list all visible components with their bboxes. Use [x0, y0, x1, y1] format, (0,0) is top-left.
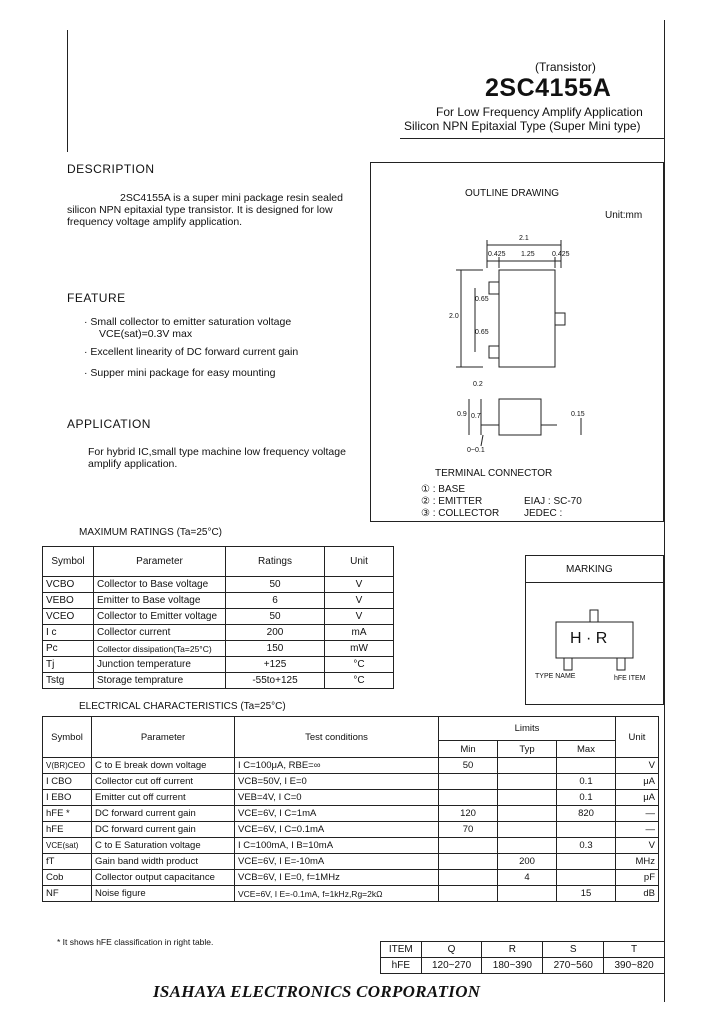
- outline-drawing-box: [370, 162, 664, 522]
- marking-hfe-item-label: hFE ITEM: [614, 675, 646, 682]
- outline-title: OUTLINE DRAWING: [465, 188, 560, 199]
- marking-type-name-label: TYPE NAME: [535, 673, 576, 680]
- header-symbol: Symbol: [43, 717, 92, 758]
- header-limits: Limits: [439, 717, 616, 741]
- feature-item-1: · Small collector to emitter saturation voltage: [84, 316, 292, 328]
- header-unit: Unit: [616, 717, 659, 758]
- header-max: Max: [557, 741, 616, 758]
- marking-title: MARKING: [566, 564, 613, 575]
- outline-unit: Unit:mm: [605, 210, 643, 221]
- table-row: NF Noise figure VCE=6V, I E=-0.1mA, f=1kHz,Rg=2kΩ 15 dB: [43, 886, 659, 902]
- outline-diagram: [371, 163, 663, 463]
- header-parameter: Parameter: [92, 717, 235, 758]
- header-parameter: Parameter: [94, 547, 226, 577]
- table-row: Cob Collector output capacitance VCB=6V, I E=0, f=1MHz 4 pF: [43, 870, 659, 886]
- hfe-class-row: hFE 120~270 180~390 270~560 390~820: [381, 958, 665, 974]
- table-row: fT Gain band width product VCE=6V, I E=-10mA 200 MHz: [43, 854, 659, 870]
- table-row: I c Collector current 200 mA: [43, 625, 394, 641]
- hfe-classification-table: [380, 941, 665, 974]
- company-footer: ISAHAYA ELECTRONICS CORPORATION: [153, 982, 481, 1001]
- dim-side-height: 0.9: [457, 411, 467, 418]
- max-ratings-header: [43, 547, 394, 577]
- application-line-1: For hybrid IC,small type machine low frequency voltage: [88, 446, 346, 458]
- table-row: hFE DC forward current gain VCE=6V, I C=0.1mA 70 —: [43, 822, 659, 838]
- header-symbol: Symbol: [43, 547, 94, 577]
- dim-left-lead: 0.425: [488, 251, 506, 258]
- table-row: I EBO Emitter cut off current VEB=4V, I C=0 0.1 μA: [43, 790, 659, 806]
- header-ratings: Ratings: [226, 547, 325, 577]
- dim-side-body: 0.7: [471, 413, 481, 420]
- table-row: V(BR)CEO C to E break down voltage I C=100μA, RBE=∞ 50 V: [43, 758, 659, 774]
- marking-code: H · R: [570, 630, 608, 647]
- dim-standoff: 0~0.1: [467, 447, 485, 454]
- dim-lead-thick: 0.2: [473, 381, 483, 388]
- table-row: VCBO Collector to Base voltage 50 V: [43, 577, 394, 593]
- hfe-class-header: ITEM Q R S T: [381, 942, 665, 958]
- marking-box: [525, 555, 664, 705]
- frame-right-border: [664, 20, 665, 1002]
- electrical-header: [43, 717, 659, 741]
- eiaj-label: EIAJ : SC-70: [524, 496, 582, 507]
- application-subtitle: For Low Frequency Amplify Application: [436, 105, 643, 119]
- description-heading: DESCRIPTION: [67, 162, 155, 176]
- table-row: VCE(sat) C to E Saturation voltage I C=100mA, I B=10mA 0.3 V: [43, 838, 659, 854]
- dim-pitch-1: 0.65: [475, 296, 489, 303]
- header-typ: Typ: [498, 741, 557, 758]
- dim-right-lead: 0.425: [552, 251, 570, 258]
- feature-item-1-sub: VCE(sat)=0.3V max: [99, 328, 193, 340]
- description-line-1: 2SC4155A is a super mini package resin sealed: [120, 192, 343, 204]
- feature-heading: FEATURE: [67, 291, 126, 305]
- max-ratings-title: MAXIMUM RATINGS (Ta=25°C): [79, 527, 222, 538]
- table-row: hFE * DC forward current gain VCE=6V, I C=1mA 120 820 —: [43, 806, 659, 822]
- hfe-note: * It shows hFE classification in right table.: [57, 937, 214, 947]
- package-side-view: [499, 399, 541, 435]
- header-unit: Unit: [325, 547, 394, 577]
- dim-body-width: 1.25: [521, 251, 535, 258]
- table-row: Tj Junction temperature +125 °C: [43, 657, 394, 673]
- feature-item-3: · Supper mini package for easy mounting: [84, 367, 276, 379]
- type-subtitle: Silicon NPN Epitaxial Type (Super Mini type): [404, 119, 641, 133]
- header-min: Min: [439, 741, 498, 758]
- dim-body-height: 2.0: [449, 313, 459, 320]
- dim-pitch-2: 0.65: [475, 329, 489, 336]
- header-test-conditions: Test conditions: [235, 717, 439, 758]
- package-top-view: [499, 270, 555, 367]
- max-ratings-table: [42, 546, 394, 689]
- application-heading: APPLICATION: [67, 417, 151, 431]
- terminal-connector-title: TERMINAL CONNECTOR: [435, 468, 553, 479]
- application-line-2: amplify application.: [88, 458, 178, 470]
- description-line-3: frequency voltage amplify application.: [67, 216, 243, 228]
- frame-left-border: [67, 30, 68, 152]
- table-row: VEBO Emitter to Base voltage 6 V: [43, 593, 394, 609]
- feature-item-2: · Excellent linearity of DC forward current gain: [84, 346, 299, 358]
- jedec-label: JEDEC :: [524, 508, 563, 519]
- description-line-2: silicon NPN epitaxial type transistor. It is designed for low: [67, 204, 333, 216]
- terminal-base: ① : BASE: [421, 484, 465, 495]
- dim-total-width: 2.1: [519, 235, 529, 242]
- terminal-collector: ③ : COLLECTOR: [421, 508, 500, 519]
- table-row: Tstg Storage temprature -55to+125 °C: [43, 673, 394, 689]
- electrical-title: ELECTRICAL CHARACTERISTICS (Ta=25°C): [79, 701, 286, 712]
- electrical-table: [42, 716, 659, 902]
- dim-lead-width: 0.15: [571, 411, 585, 418]
- category-label: (Transistor): [535, 60, 596, 74]
- table-row: Pc Collector dissipation(Ta=25°C) 150 mW: [43, 641, 394, 657]
- header-divider: [400, 138, 665, 139]
- table-row: VCEO Collector to Emitter voltage 50 V: [43, 609, 394, 625]
- part-number-title: 2SC4155A: [485, 74, 612, 102]
- terminal-emitter: ② : EMITTER: [421, 496, 483, 507]
- table-row: I CBO Collector cut off current VCB=50V, I E=0 0.1 μA: [43, 774, 659, 790]
